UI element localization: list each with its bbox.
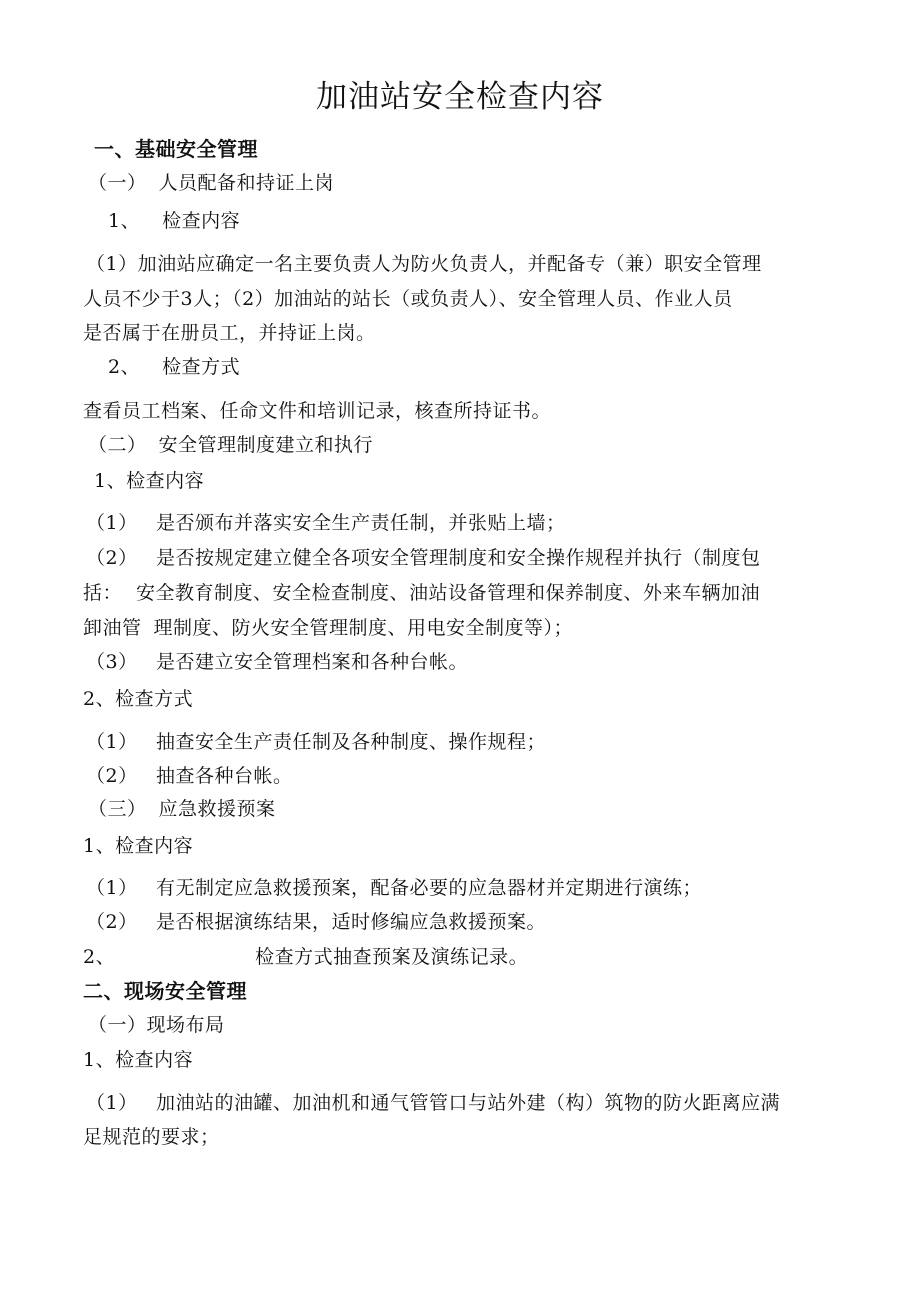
section-2-heading: 二、现场安全管理 [83, 979, 247, 1003]
list-item-text: 加油站的油罐、加油机和通气管管口与站外建（构）筑物的防火距离应满 [156, 1092, 781, 1114]
subsection-number: （一） [88, 172, 147, 194]
item-heading-method [83, 944, 528, 970]
list-item [86, 729, 546, 755]
subsection-1-3-heading [88, 796, 276, 822]
paragraph-line: 是否属于在册员工，并持证上岗。 [83, 322, 376, 344]
subsection-title: 应急救援预案 [158, 798, 276, 820]
item-number: 2、 [108, 356, 141, 378]
paragraph-line: 人员不少于3人；（2）加油站的站长（或负责人）、安全管理人员、作业人员 [83, 288, 733, 310]
list-item-text: 抽查各种台帐。 [156, 765, 293, 787]
paragraph-line: （1）加油站应确定一名主要负责人为防火负责人，并配备专（兼）职安全管理 [86, 253, 762, 275]
section-1-heading: 一、基础安全管理 [94, 137, 258, 161]
list-item-number: （3） [86, 651, 138, 673]
subsection-1-2-heading [88, 432, 373, 458]
paragraph-line: 查看员工档案、任命文件和培训记录，核查所持证书。 [83, 400, 552, 422]
list-item-number: （1） [86, 731, 138, 753]
paragraph-line: 足规范的要求； [83, 1126, 220, 1148]
list-item-number: （1） [86, 1092, 138, 1114]
item-label: 检查方式 [162, 356, 241, 378]
line-lead: 卸油管 [83, 617, 142, 639]
subsection-title: 安全管理制度建立和执行 [158, 434, 374, 456]
list-item-number: （2） [86, 911, 138, 933]
list-item-text: 有无制定应急救援预案，配备必要的应急器材并定期进行演练； [156, 877, 703, 899]
list-item-text: 是否颁布并落实安全生产责任制，并张贴上墙； [156, 512, 566, 534]
item-number: 2、 [83, 946, 116, 968]
list-item-text: 是否根据演练结果，适时修编应急救援预案。 [156, 911, 547, 933]
item-heading-method: 2、检查方式 [83, 688, 194, 710]
item-heading-content: 1、检查内容 [83, 1049, 194, 1071]
item-label: 检查内容 [162, 210, 241, 232]
list-item [86, 763, 293, 789]
document-title: 加油站安全检查内容 [316, 79, 604, 115]
list-item-number: （2） [86, 765, 138, 787]
subsection-number: （二） [88, 434, 147, 456]
item-heading-content: 1、检查内容 [94, 470, 205, 492]
line-rest: 理制度、防火安全管理制度、用电安全制度等）； [153, 617, 574, 639]
list-item-text: 是否按规定建立健全各项安全管理制度和安全操作规程并执行（制度包 [156, 547, 761, 569]
list-item-text: 是否建立安全管理档案和各种台帐。 [156, 651, 469, 673]
item-heading-content [108, 208, 240, 234]
list-item-number: （1） [86, 512, 138, 534]
list-item-number: （1） [86, 877, 138, 899]
list-item-number: （2） [86, 547, 138, 569]
item-label: 检查方式抽查预案及演练记录。 [255, 946, 529, 968]
paragraph-line [83, 615, 573, 641]
line-rest: 安全教育制度、安全检查制度、油站设备管理和保养制度、外来车辆加油 [136, 582, 761, 604]
subsection-2-1-heading: （一）现场布局 [88, 1014, 225, 1036]
list-item [86, 909, 546, 935]
item-heading-content: 1、检查内容 [83, 835, 194, 857]
list-item [86, 1090, 780, 1116]
paragraph-line [83, 580, 760, 606]
list-item [86, 510, 566, 536]
list-item [86, 649, 468, 675]
subsection-1-1-heading [88, 170, 334, 196]
line-lead: 括： [83, 582, 123, 604]
item-heading-method [108, 354, 240, 380]
list-item-text: 抽查安全生产责任制及各种制度、操作规程； [156, 731, 547, 753]
list-item [86, 545, 761, 571]
subsection-title: 人员配备和持证上岗 [158, 172, 335, 194]
list-item [86, 875, 702, 901]
subsection-number: （三） [88, 798, 147, 820]
item-number: 1、 [108, 210, 141, 232]
